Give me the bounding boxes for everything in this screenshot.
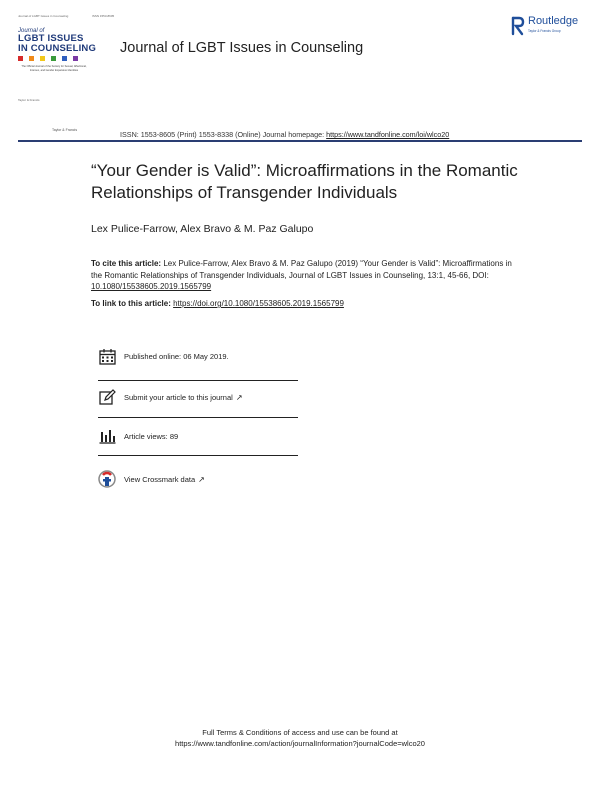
published-date: Published online: 06 May 2019. bbox=[124, 351, 229, 361]
published-row bbox=[98, 346, 298, 366]
link-label: To link to this article: bbox=[91, 299, 174, 308]
issn-logo: Taylor & Francis bbox=[52, 128, 78, 132]
under-logo-tiny: Taylor & Francis bbox=[18, 98, 40, 102]
bar-chart-icon bbox=[98, 427, 116, 445]
citation-block bbox=[91, 258, 521, 293]
journal-logo bbox=[18, 28, 110, 98]
divider bbox=[98, 455, 298, 456]
footer-line-1: Full Terms & Conditions of access and use can be found at bbox=[202, 728, 398, 737]
crossmark-link[interactable]: View Crossmark data bbox=[124, 474, 196, 484]
external-link-icon: ↗ bbox=[235, 392, 243, 402]
journal-title: Journal of LGBT Issues in Counseling bbox=[120, 40, 364, 56]
crossmark-icon bbox=[98, 470, 116, 488]
article-authors: Lex Pulice-Farrow, Alex Bravo & M. Paz Galupo bbox=[91, 223, 314, 235]
top-tiny-issn: ISSN 1553-8605 bbox=[92, 14, 115, 18]
calendar-icon bbox=[98, 347, 116, 365]
logo-line-1: Journal of bbox=[18, 28, 45, 34]
top-tiny-journal: Journal of LGBT Issues in Counseling bbox=[18, 14, 69, 18]
logo-color-dots bbox=[18, 56, 110, 61]
header-rule bbox=[18, 140, 582, 142]
issn-line bbox=[120, 130, 449, 139]
edit-icon bbox=[98, 388, 116, 406]
logo-dot-blue bbox=[62, 56, 67, 61]
logo-dot-red bbox=[18, 56, 23, 61]
footer-terms-link[interactable]: https://www.tandfonline.com/action/journalInformation?journalCode=wlco20 bbox=[175, 739, 425, 748]
submit-row[interactable] bbox=[98, 387, 298, 407]
logo-fine-print: The Official Journal of the Society for Sexual, Affectional, Intersex, and Gender Expansive Identities bbox=[21, 65, 87, 72]
footer bbox=[0, 727, 600, 749]
issn-text: ISSN: 1553-8605 (Print) 1553-8338 (Online) Journal homepage: bbox=[120, 130, 327, 139]
cite-text: Lex Pulice-Farrow, Alex Bravo & M. Paz Galupo (2019) “Your Gender is Valid”: Microaffirmations in the Romantic Relationships of Transgender Individuals, Journal of LGBT Issues in Counseling, 13:1, 45-66, DOI: bbox=[91, 259, 512, 280]
publisher-sub: Taylor & Francis Group bbox=[528, 29, 561, 33]
logo-dot-purple bbox=[73, 56, 78, 61]
article-link-line bbox=[91, 299, 344, 308]
logo-line-3: IN COUNSELING bbox=[18, 42, 97, 54]
views-row bbox=[98, 426, 298, 446]
logo-dot-yellow bbox=[40, 56, 45, 61]
divider bbox=[98, 380, 298, 381]
crossmark-row[interactable] bbox=[98, 469, 298, 489]
logo-dot-orange bbox=[29, 56, 34, 61]
publisher-name: Routledge bbox=[528, 15, 579, 27]
journal-homepage-link[interactable]: https://www.tandfonline.com/loi/wlco20 bbox=[326, 130, 450, 139]
external-link-icon: ↗ bbox=[198, 474, 205, 484]
submit-article-link[interactable]: Submit your article to this journal bbox=[124, 392, 233, 402]
logo-dot-green bbox=[51, 56, 56, 61]
doi-link[interactable]: 10.1080/15538605.2019.1565799 bbox=[91, 282, 212, 291]
article-title: “Your Gender is Valid”: Microaffirmations in the Romantic Relationships of Transgender Individuals bbox=[91, 161, 518, 202]
divider bbox=[98, 417, 298, 418]
routledge-icon bbox=[511, 16, 525, 36]
article-views: Article views: 89 bbox=[124, 431, 179, 441]
publisher-logo[interactable] bbox=[511, 16, 578, 36]
logo-line-2: LGBT ISSUES bbox=[18, 33, 84, 44]
cite-label: To cite this article: bbox=[91, 259, 162, 268]
article-url-link[interactable]: https://doi.org/10.1080/15538605.2019.1565799 bbox=[173, 299, 344, 308]
